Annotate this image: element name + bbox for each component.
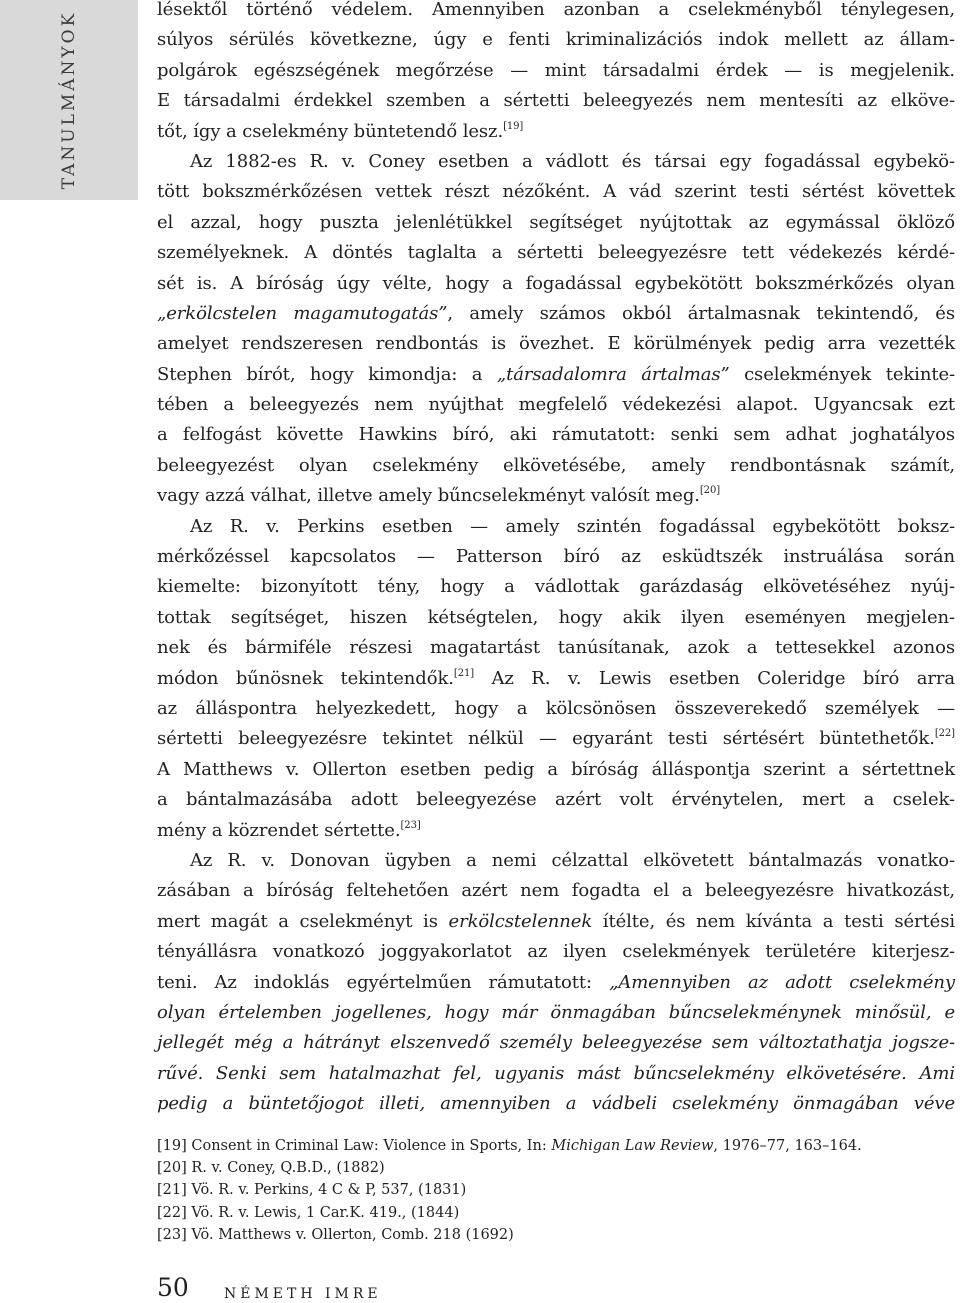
text-run: sét is. A bíróság úgy vélte, hogy a fogadással egybekötött bokszmérkőzés olyan xyxy=(157,272,955,294)
text-line xyxy=(157,25,955,55)
text-line xyxy=(157,968,955,998)
text-line xyxy=(157,269,955,299)
text-line xyxy=(157,1059,955,1089)
text-run: sértetti beleegyezésre tekintet nélkül — egyaránt testi sértésért büntethetők. xyxy=(157,728,935,750)
text-line xyxy=(157,0,955,25)
text-run: E társadalmi érdekkel szemben a sértetti beleegyezés nem mentesíti az elköve- xyxy=(157,90,955,112)
text-run: a felfogást követte Hawkins bíró, aki rámutatott: senki sem adhat joghatályos xyxy=(157,424,955,446)
footnotes xyxy=(157,1135,955,1246)
text-run: személyeknek. A döntés taglalta a sértetti beleegyezésre tett védekezés kérdé- xyxy=(157,242,955,264)
footnote-text: [19] Consent in Criminal Law: Violence in Sports, In: xyxy=(157,1138,552,1154)
italic-text: pedig a büntetőjogot illeti, amennyiben a vádbeli cselekmény önmagában véve xyxy=(157,1093,955,1115)
italic-text: jellegét még a hátrányt elszenvedő személy beleegyezése sem változtathatja jogsze- xyxy=(157,1032,955,1054)
text-line xyxy=(157,420,955,450)
text-line xyxy=(157,390,955,420)
text-run: ítélte, és nem kívánta a testi sértési xyxy=(592,910,956,932)
footnote-ref: [19] xyxy=(503,120,524,132)
footnote xyxy=(157,1224,955,1246)
text-line xyxy=(157,846,955,876)
footnote-italic: Michigan Law Review xyxy=(551,1138,714,1154)
footnote-text: , 1976–77, 163–164. xyxy=(713,1138,862,1154)
text-run: Az R. v. Donovan ügyben a nemi célzattal elkövetett bántalmazás vonatko- xyxy=(190,849,955,871)
text-run: súlyos sérülés következne, úgy e fenti kriminalizációs indok mellett az állam- xyxy=(157,29,955,51)
text-line xyxy=(157,572,955,602)
italic-text: „erkölcstelen magamutogatás” xyxy=(157,302,448,324)
italic-text: rűvé. Senki sem hatalmazhat fel, ugyanis mást bűncselekmény elkövetésére. Ami xyxy=(157,1062,955,1084)
text-line xyxy=(157,816,955,846)
text-line xyxy=(157,876,955,906)
text-line xyxy=(157,56,955,86)
text-run: Az 1882-es R. v. Coney esetben a vádlott és társai egy fogadással egybekö- xyxy=(190,150,955,172)
text-line xyxy=(157,329,955,359)
footnote xyxy=(157,1202,955,1224)
running-footer-author: NÉMETH IMRE xyxy=(224,1286,382,1302)
text-line xyxy=(157,86,955,116)
text-run: tében a beleegyezés nem nyújthat megfelelő védekezési alapot. Ugyancsak ezt xyxy=(157,394,955,416)
body-text xyxy=(157,0,955,1119)
footnote-text: [20] R. v. Coney, Q.B.D., (1882) xyxy=(157,1160,385,1177)
text-line xyxy=(157,694,955,724)
text-run: a bántalmazásába adott beleegyezése azért volt érvénytelen, mert a cselek- xyxy=(157,789,955,811)
text-run: teni. Az indoklás egyértelműen rámutatott: xyxy=(157,971,610,993)
page-number: 50 xyxy=(157,1273,189,1302)
text-run: tottak segítséget, hiszen kétségtelen, hogy akik ilyen eseményen megjelen- xyxy=(157,606,955,628)
text-run: A Matthews v. Ollerton esetben pedig a bíróság álláspontja szerint a sértettnek xyxy=(157,758,955,780)
footnote-ref: [20] xyxy=(699,485,721,497)
section-tab-label: TANULMÁNYOK xyxy=(59,10,79,190)
text-run: beleegyezést olyan cselekmény elkövetésébe, amely rendbontásnak számít, xyxy=(157,454,955,476)
footnote-text: [21] Vö. R. v. Perkins, 4 C & P, 537, (1831) xyxy=(157,1182,467,1199)
text-run: tényállásra vonatkozó joggyakorlatot az ilyen cselekmények területére kiterjesz- xyxy=(157,941,955,963)
text-run: el azzal, hogy puszta jelenlétükkel segítséget nyújtottak az egymással öklöző xyxy=(157,211,955,233)
text-run: Az R. v. Lewis esetben Coleridge bíró arra xyxy=(474,667,955,689)
footnote-text: [22] Vö. R. v. Lewis, 1 Car.K. 419., (1844) xyxy=(157,1204,460,1221)
text-line xyxy=(157,542,955,572)
footnote-ref: [22] xyxy=(934,728,955,740)
footnote xyxy=(157,1135,955,1157)
text-line xyxy=(157,785,955,815)
footnote-ref: [23] xyxy=(400,819,421,831)
text-line xyxy=(157,998,955,1028)
text-line xyxy=(157,664,955,694)
text-run: módon bűnösnek tekintendők. xyxy=(157,667,454,689)
footnote xyxy=(157,1157,955,1179)
text-run: vagy azzá válhat, illetve amely bűncselekményt valósít meg. xyxy=(157,485,700,507)
footnote-ref: [21] xyxy=(453,667,475,679)
italic-text: „társadalomra ártalmas” xyxy=(496,363,730,385)
text-run: amelyet rendszeresen rendbontás is övezhet. E körülmények pedig arra vezették xyxy=(157,333,955,355)
text-line xyxy=(157,117,955,147)
text-line xyxy=(157,1089,955,1119)
text-run: mérkőzéssel kapcsolatos — Patterson bíró az esküdtszék instruálása során xyxy=(157,546,955,568)
text-run: Stephen bírót, hogy kimondja: a xyxy=(157,363,497,385)
text-run: nek és bármiféle részesi magatartást tanúsítanak, azok a tettesekkel azonos xyxy=(157,637,955,659)
text-line xyxy=(157,755,955,785)
text-run: tött bokszmérkőzésen vettek részt nézőként. A vád szerint testi sértést követtek xyxy=(157,181,955,203)
text-run: zásában a bíróság feltehetően azért nem fogadta el a beleegyezésre hivatkozást, xyxy=(157,880,955,902)
text-run: cselekmények tekinte- xyxy=(729,363,955,385)
text-line xyxy=(157,907,955,937)
text-run: Az R. v. Perkins esetben — amely szintén fogadással egybekötött boksz- xyxy=(190,515,955,537)
text-line xyxy=(157,633,955,663)
text-run: kiemelte: bizonyított tény, hogy a vádlottak garázdaság elkövetéséhez nyúj- xyxy=(157,576,955,598)
text-line xyxy=(157,481,955,511)
text-line xyxy=(157,177,955,207)
text-line xyxy=(157,512,955,542)
text-line xyxy=(157,451,955,481)
text-line xyxy=(157,208,955,238)
italic-text: olyan értelemben jogellenes, hogy már önmagában bűncselekménynek minősül, e xyxy=(157,1001,955,1023)
italic-text: „Amennyiben az adott cselekmény xyxy=(609,971,955,993)
section-tab xyxy=(0,0,138,200)
text-line xyxy=(157,603,955,633)
text-run: tőt, így a cselekmény büntetendő lesz. xyxy=(157,120,504,142)
text-run: az álláspontra helyezkedett, hogy a kölcsönösen összeverekedő személyek — xyxy=(157,697,955,719)
text-run: mény a közrendet sértette. xyxy=(157,819,401,841)
text-line xyxy=(157,238,955,268)
footnote-text: [23] Vö. Matthews v. Ollerton, Comb. 218 (1692) xyxy=(157,1226,514,1243)
text-run: mert magát a cselekményt is xyxy=(157,910,449,932)
text-run: polgárok egészségének megőrzése — mint társadalmi érdek — is megjelenik. xyxy=(157,59,955,81)
text-line xyxy=(157,937,955,967)
text-run: , amely számos okból ártalmasnak tekintendő, és xyxy=(447,302,955,324)
footnote xyxy=(157,1179,955,1201)
italic-text: erkölcstelennek xyxy=(448,910,593,932)
text-line xyxy=(157,147,955,177)
text-line xyxy=(157,299,955,329)
text-run: lésektől történő védelem. Amennyiben azonban a cselekményből ténylegesen, xyxy=(157,0,955,20)
text-line xyxy=(157,360,955,390)
text-line xyxy=(157,1028,955,1058)
text-line xyxy=(157,724,955,754)
